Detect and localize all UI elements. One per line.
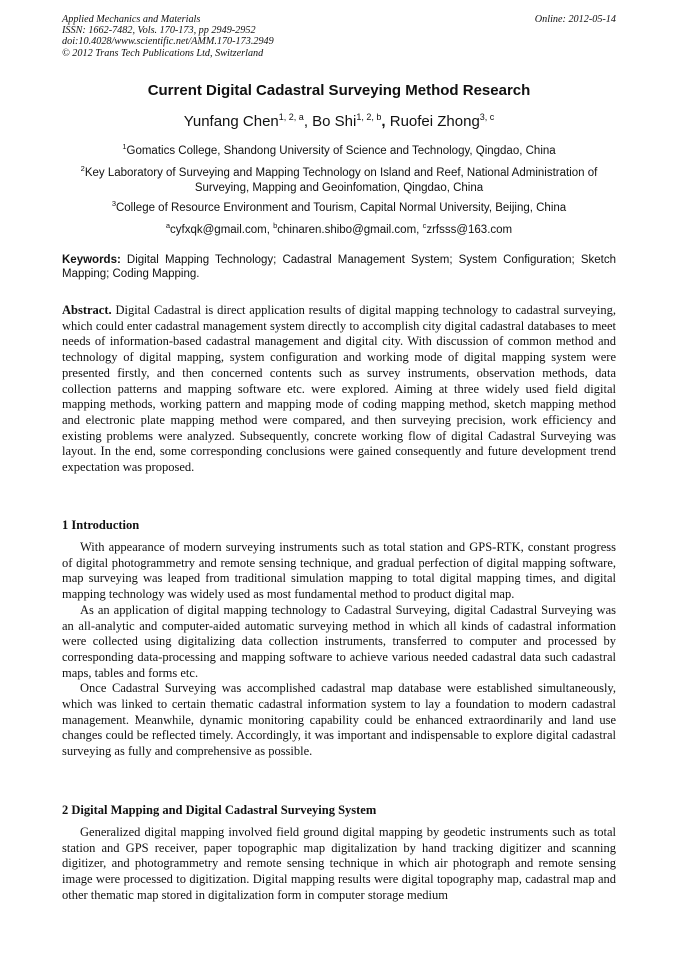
paper-title: Current Digital Cadastral Surveying Method Research — [147, 82, 531, 99]
abstract-label: Abstract. — [62, 303, 112, 317]
keywords — [62, 253, 616, 281]
abstract-text: Digital Cadastral is direct application results of digital mapping technology to cadastral surveying, which could enter cadastral management system directly to accomplish city digital cadastral databases to meet needs of information-based cadastral management and digital city. With discussion of common method and technology of digital mapping, system configuration and working mode of digital mapping system were presented firstly, and then concerned contents such as survey instruments, observation methods, data collection patterns and mapping software etc. were explored. Aiming at three widely used field digital mapping methods, working pattern and mapping mode of coding mapping method, sketch mapping method and electronic plate mapping method were compared, and then surveying precision, work efficiency and existing problems were analyzed. Subsequently, concrete working flow of digital Cadastral Surveying was layout. In the end, some corresponding conclusions were gained consequently and future development trend expectation was proposed. — [62, 303, 616, 475]
issn-line: ISSN: 1662-7482, Vols. 170-173, pp 2949-2952 — [62, 25, 256, 37]
section-1-heading: 1 Introduction — [62, 518, 140, 532]
affiliation-2 — [62, 161, 616, 196]
affiliation-1 — [62, 139, 616, 159]
journal-name: Applied Mechanics and Materials — [62, 14, 201, 25]
online-date: Online: 2012-05-14 — [534, 14, 616, 25]
section-2-heading: 2 Digital Mapping and Digital Cadastral Surveying System — [62, 803, 377, 817]
author-affiliation-mark: 1, 2, a — [278, 112, 304, 122]
affiliation-text: College of Resource Environment and Tourism, Capital Normal University, Beijing, China — [115, 201, 567, 214]
section-2-body — [62, 825, 616, 904]
email-mark: b — [273, 221, 278, 230]
keywords-label: Keywords: — [62, 254, 121, 266]
journal-header — [62, 14, 616, 59]
author-affiliation-mark: 1, 2, b — [356, 112, 382, 122]
author-name: Yunfang Chen — [183, 113, 279, 130]
affiliation-text: Gomatics College, Shandong University of Science and Technology, Qingdao, China — [126, 144, 556, 157]
author-affiliation-mark: 3, c — [479, 112, 495, 122]
doi-line: doi:10.4028/www.scientific.net/AMM.170-173.2949 — [62, 36, 274, 48]
affiliation-mark: 1 — [122, 142, 127, 151]
affiliation-mark: 2 — [80, 164, 85, 173]
paragraph: Generalized digital mapping involved field ground digital mapping by geodetic instruments such as total station and GPS receiver, paper topographic map digitalization by hand tracking digitizer and scanning digitizer, and photogrammetry and remote sensing technique in which air photograph and remote sensing image were processed to digitization. Digital mapping results were digital topography map, cadastral map and other thematic map stored in digitalization form in computer storage medium — [62, 825, 616, 902]
email-text: zrfsss@163.com — [426, 223, 513, 236]
email-mark: a — [165, 221, 171, 230]
paragraph: As an application of digital mapping technology to Cadastral Surveying, digital Cadastral Surveying was an all-analytic and computer-aided automatic surveying method in which all kinds of cadastral information were collected using digitalizing data collection instruments, transferred to computer and processed by corresponding data-processing and mapping software to achieve various needed cadastral data such cadastral maps, tables and forms etc. — [62, 602, 616, 680]
affiliation-mark: 3 — [111, 199, 116, 208]
abstract — [62, 303, 616, 476]
section-1-body — [62, 540, 616, 760]
affiliation-text: Key Laboratory of Surveying and Mapping Technology on Island and Reef, National Administration of Surveying, Mapping and Geoinfomation, Qingdao, China — [84, 166, 598, 194]
author-list: Yunfang Chen$^{1, 2, a}$, Bo Shi$^{1, 2, b}$, Ruofei Zhong$^{3, c}$ — [183, 112, 495, 130]
email-line — [62, 218, 616, 238]
paragraph: With appearance of modern surveying instruments such as total station and GPS-RTK, constant progress of digital photogrammetry and remote sensing technique, and gradual perfection of digital mapping software, map surveying was leaped from traditional simulation mapping to total digital mapping times, and digital mapping technology was widely used as most fundamental method to product digital map. — [62, 540, 616, 602]
author-name: Ruofei Zhong — [389, 113, 480, 130]
keywords-text: Digital Mapping Technology; Cadastral Management System; System Configuration; Sketch Mapping; Coding Mapping. — [62, 254, 616, 280]
email-mark: c — [422, 221, 427, 230]
author-name: Bo Shi — [312, 113, 357, 130]
email-text: cyfxqk@gmail.com, — [170, 223, 274, 236]
copyright-line: © 2012 Trans Tech Publications Ltd, Switzerland — [62, 47, 264, 59]
affiliation-3 — [62, 196, 616, 216]
email-text: chinaren.shibo@gmail.com, — [277, 223, 423, 236]
paragraph: Once Cadastral Surveying was accomplished cadastral map database were established simultaneously, which was linked to certain thematic cadastral information system to lay a foundation to modern cadastral management. Meanwhile, dynamic monitoring capability could be enhanced extraordinarily and land use changes could be reflected timely. Accordingly, it was important and indispensable to explore digital cadastral surveying as fully and comprehensive as possible. — [62, 681, 616, 759]
abstract-paragraph — [62, 303, 616, 476]
